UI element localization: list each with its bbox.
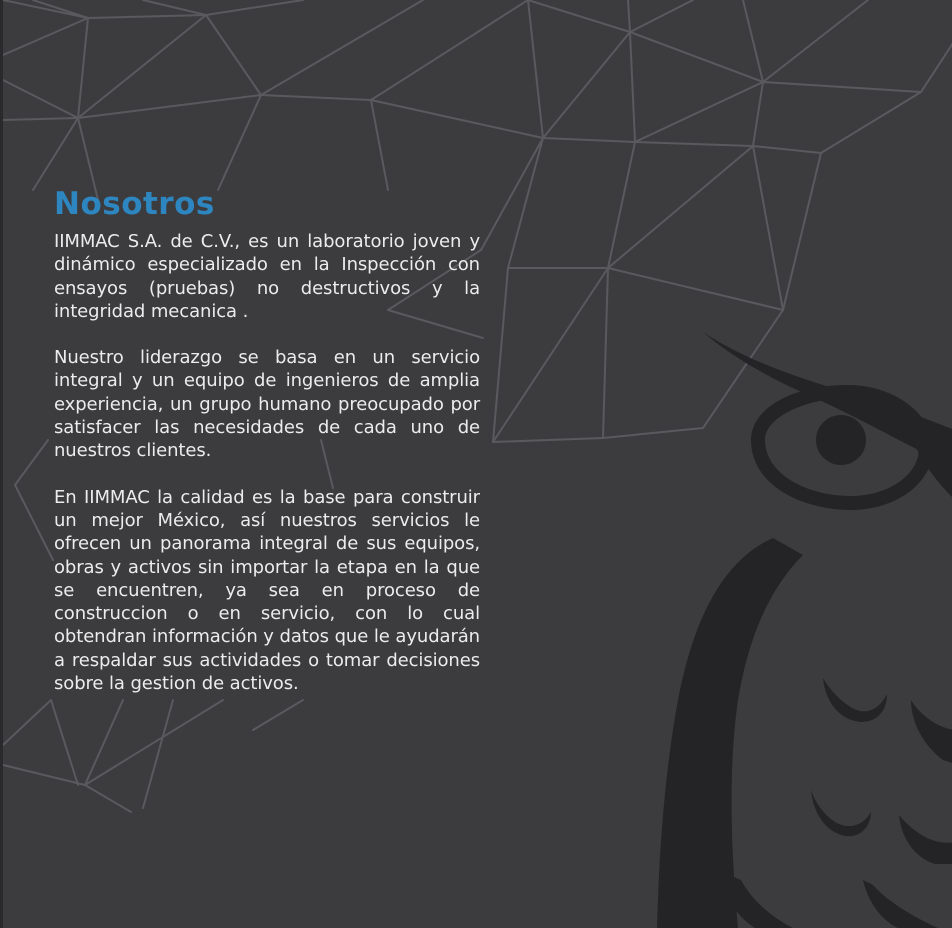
paragraph-leadership: Nuestro liderazgo se basa en un servicio integral y un equipo de ingenieros de amplia experiencia, un grupo humano preocupado por satisfacer las necesidades de cada uno de nuestros clientes. (54, 347, 480, 462)
paragraph-quality: En IIMMAC la calidad es la base para construir un mejor México, así nuestros servicios le ofrecen un panorama integral de sus equipos, obras y activos sin importar la etapa en la que se encuentren, ya sea en proceso de construccion o en servicio, con lo cual obtendran información y datos que le ayudarán a respaldar sus actividades o tomar decisiones sobre la gestion de activos. (54, 486, 480, 695)
about-section (54, 184, 480, 718)
section-title: Nosotros (54, 186, 215, 222)
paragraph-intro: IIMMAC S.A. de C.V., es un laboratorio joven y dinámico especializado en la Inspección con ensayos (pruebas) no destructivos y la integridad mecanica . (54, 231, 480, 322)
